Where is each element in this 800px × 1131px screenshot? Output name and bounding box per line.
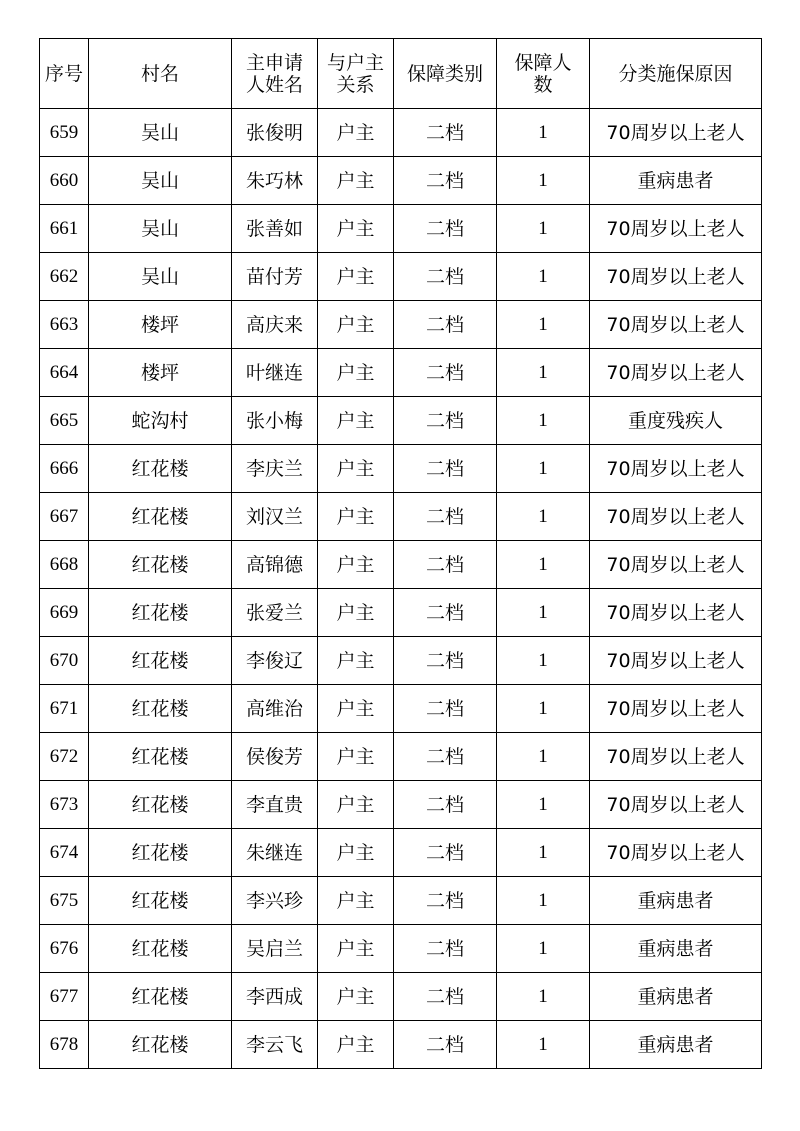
cell-count: 1 — [497, 301, 590, 349]
column-header-line: 分类施保原因 — [618, 62, 733, 85]
cell-village: 红花楼 — [89, 829, 232, 877]
cell-seq: 671 — [40, 685, 89, 733]
cell-reason: 70周岁以上老人 — [590, 445, 762, 493]
cell-seq: 676 — [40, 925, 89, 973]
cell-village: 吴山 — [89, 205, 232, 253]
table-body — [40, 109, 762, 1069]
table-row — [40, 637, 762, 685]
cell-village: 红花楼 — [89, 973, 232, 1021]
cell-reason: 70周岁以上老人 — [590, 781, 762, 829]
cell-applicant: 苗付芳 — [232, 253, 318, 301]
cell-count: 1 — [497, 973, 590, 1021]
cell-village: 红花楼 — [89, 781, 232, 829]
cell-category: 二档 — [394, 301, 497, 349]
cell-category: 二档 — [394, 1021, 497, 1069]
cell-count: 1 — [497, 493, 590, 541]
cell-village: 红花楼 — [89, 493, 232, 541]
cell-relation: 户主 — [318, 301, 394, 349]
cell-seq: 662 — [40, 253, 89, 301]
cell-village: 蛇沟村 — [89, 397, 232, 445]
cell-relation: 户主 — [318, 1021, 394, 1069]
column-header-line: 关系 — [336, 73, 375, 96]
column-header-line: 数 — [533, 73, 553, 96]
cell-reason: 70周岁以上老人 — [590, 349, 762, 397]
cell-count: 1 — [497, 541, 590, 589]
table-row — [40, 685, 762, 733]
cell-category: 二档 — [394, 877, 497, 925]
cell-relation: 户主 — [318, 109, 394, 157]
header-row — [40, 39, 762, 109]
cell-reason: 70周岁以上老人 — [590, 253, 762, 301]
cell-village: 红花楼 — [89, 1021, 232, 1069]
cell-applicant: 李兴珍 — [232, 877, 318, 925]
table-row — [40, 877, 762, 925]
cell-seq: 663 — [40, 301, 89, 349]
cell-count: 1 — [497, 685, 590, 733]
cell-category: 二档 — [394, 253, 497, 301]
cell-category: 二档 — [394, 493, 497, 541]
cell-applicant: 高庆来 — [232, 301, 318, 349]
column-header-reason — [590, 39, 762, 109]
cell-reason: 70周岁以上老人 — [590, 685, 762, 733]
cell-relation: 户主 — [318, 733, 394, 781]
cell-count: 1 — [497, 109, 590, 157]
cell-applicant: 张善如 — [232, 205, 318, 253]
cell-relation: 户主 — [318, 637, 394, 685]
cell-count: 1 — [497, 253, 590, 301]
cell-category: 二档 — [394, 829, 497, 877]
cell-village: 吴山 — [89, 157, 232, 205]
cell-seq: 677 — [40, 973, 89, 1021]
cell-reason: 重病患者 — [590, 1021, 762, 1069]
cell-applicant: 朱巧林 — [232, 157, 318, 205]
cell-seq: 674 — [40, 829, 89, 877]
table-row — [40, 397, 762, 445]
cell-category: 二档 — [394, 685, 497, 733]
cell-count: 1 — [497, 925, 590, 973]
cell-reason: 70周岁以上老人 — [590, 109, 762, 157]
table-row — [40, 925, 762, 973]
cell-village: 楼坪 — [89, 349, 232, 397]
table-row — [40, 493, 762, 541]
cell-seq: 675 — [40, 877, 89, 925]
table-row — [40, 445, 762, 493]
table-row — [40, 973, 762, 1021]
cell-seq: 668 — [40, 541, 89, 589]
column-header-line: 保障类别 — [406, 62, 483, 85]
table-row — [40, 781, 762, 829]
cell-count: 1 — [497, 733, 590, 781]
cell-count: 1 — [497, 589, 590, 637]
cell-count: 1 — [497, 1021, 590, 1069]
cell-applicant: 张俊明 — [232, 109, 318, 157]
column-header-line: 主申请 — [245, 51, 303, 74]
cell-reason: 70周岁以上老人 — [590, 733, 762, 781]
cell-reason: 重病患者 — [590, 157, 762, 205]
cell-seq: 660 — [40, 157, 89, 205]
cell-applicant: 李俊辽 — [232, 637, 318, 685]
cell-relation: 户主 — [318, 829, 394, 877]
cell-seq: 664 — [40, 349, 89, 397]
cell-category: 二档 — [394, 925, 497, 973]
cell-village: 红花楼 — [89, 685, 232, 733]
cell-relation: 户主 — [318, 157, 394, 205]
cell-village: 红花楼 — [89, 925, 232, 973]
cell-applicant: 刘汉兰 — [232, 493, 318, 541]
cell-applicant: 高维治 — [232, 685, 318, 733]
cell-category: 二档 — [394, 205, 497, 253]
cell-count: 1 — [497, 829, 590, 877]
cell-category: 二档 — [394, 109, 497, 157]
table-row — [40, 205, 762, 253]
cell-applicant: 李直贵 — [232, 781, 318, 829]
cell-relation: 户主 — [318, 685, 394, 733]
cell-count: 1 — [497, 205, 590, 253]
cell-village: 楼坪 — [89, 301, 232, 349]
column-header-village — [89, 39, 232, 109]
cell-seq: 670 — [40, 637, 89, 685]
cell-reason: 70周岁以上老人 — [590, 493, 762, 541]
cell-village: 红花楼 — [89, 445, 232, 493]
column-header-count — [497, 39, 590, 109]
cell-count: 1 — [497, 781, 590, 829]
cell-relation: 户主 — [318, 781, 394, 829]
column-header-category — [394, 39, 497, 109]
column-header-line: 与户主 — [326, 51, 384, 74]
cell-count: 1 — [497, 877, 590, 925]
column-header-line: 保障人 — [514, 51, 572, 74]
cell-relation: 户主 — [318, 589, 394, 637]
cell-seq: 678 — [40, 1021, 89, 1069]
table-row — [40, 541, 762, 589]
table-row — [40, 589, 762, 637]
cell-count: 1 — [497, 637, 590, 685]
cell-village: 吴山 — [89, 109, 232, 157]
cell-applicant: 朱继连 — [232, 829, 318, 877]
cell-reason: 70周岁以上老人 — [590, 589, 762, 637]
table-row — [40, 253, 762, 301]
assistance-roster-table — [39, 38, 762, 1069]
cell-applicant: 张小梅 — [232, 397, 318, 445]
cell-seq: 667 — [40, 493, 89, 541]
cell-applicant: 李云飞 — [232, 1021, 318, 1069]
cell-village: 红花楼 — [89, 733, 232, 781]
cell-reason: 重病患者 — [590, 973, 762, 1021]
cell-village: 红花楼 — [89, 637, 232, 685]
cell-village: 红花楼 — [89, 877, 232, 925]
column-header-applicant — [232, 39, 318, 109]
column-header-line: 人姓名 — [245, 73, 303, 96]
table-header — [40, 39, 762, 109]
column-header-line: 村名 — [140, 62, 179, 85]
cell-relation: 户主 — [318, 349, 394, 397]
table-row — [40, 829, 762, 877]
cell-category: 二档 — [394, 637, 497, 685]
column-header-relation — [318, 39, 394, 109]
cell-category: 二档 — [394, 589, 497, 637]
cell-category: 二档 — [394, 157, 497, 205]
cell-seq: 669 — [40, 589, 89, 637]
cell-village: 吴山 — [89, 253, 232, 301]
column-header-seq — [40, 39, 89, 109]
cell-relation: 户主 — [318, 397, 394, 445]
cell-count: 1 — [497, 397, 590, 445]
cell-village: 红花楼 — [89, 589, 232, 637]
cell-relation: 户主 — [318, 445, 394, 493]
cell-category: 二档 — [394, 349, 497, 397]
cell-reason: 70周岁以上老人 — [590, 301, 762, 349]
table-row — [40, 1021, 762, 1069]
cell-seq: 659 — [40, 109, 89, 157]
cell-relation: 户主 — [318, 205, 394, 253]
cell-category: 二档 — [394, 781, 497, 829]
cell-village: 红花楼 — [89, 541, 232, 589]
table-row — [40, 301, 762, 349]
cell-count: 1 — [497, 157, 590, 205]
table-row — [40, 349, 762, 397]
table-row — [40, 109, 762, 157]
cell-category: 二档 — [394, 973, 497, 1021]
cell-applicant: 叶继连 — [232, 349, 318, 397]
cell-category: 二档 — [394, 733, 497, 781]
cell-relation: 户主 — [318, 493, 394, 541]
cell-reason: 70周岁以上老人 — [590, 637, 762, 685]
cell-applicant: 侯俊芳 — [232, 733, 318, 781]
cell-reason: 70周岁以上老人 — [590, 541, 762, 589]
cell-reason: 70周岁以上老人 — [590, 829, 762, 877]
cell-applicant: 吴启兰 — [232, 925, 318, 973]
cell-relation: 户主 — [318, 973, 394, 1021]
cell-applicant: 张爱兰 — [232, 589, 318, 637]
table-row — [40, 157, 762, 205]
cell-count: 1 — [497, 349, 590, 397]
cell-applicant: 李庆兰 — [232, 445, 318, 493]
cell-reason: 重度残疾人 — [590, 397, 762, 445]
cell-applicant: 高锦德 — [232, 541, 318, 589]
table-row — [40, 733, 762, 781]
cell-relation: 户主 — [318, 877, 394, 925]
cell-seq: 673 — [40, 781, 89, 829]
cell-applicant: 李西成 — [232, 973, 318, 1021]
cell-reason: 重病患者 — [590, 877, 762, 925]
cell-category: 二档 — [394, 445, 497, 493]
cell-relation: 户主 — [318, 253, 394, 301]
cell-reason: 重病患者 — [590, 925, 762, 973]
cell-seq: 672 — [40, 733, 89, 781]
cell-reason: 70周岁以上老人 — [590, 205, 762, 253]
cell-category: 二档 — [394, 541, 497, 589]
column-header-line: 序号 — [44, 62, 83, 85]
cell-seq: 661 — [40, 205, 89, 253]
cell-seq: 665 — [40, 397, 89, 445]
cell-category: 二档 — [394, 397, 497, 445]
cell-relation: 户主 — [318, 541, 394, 589]
cell-seq: 666 — [40, 445, 89, 493]
cell-count: 1 — [497, 445, 590, 493]
cell-relation: 户主 — [318, 925, 394, 973]
